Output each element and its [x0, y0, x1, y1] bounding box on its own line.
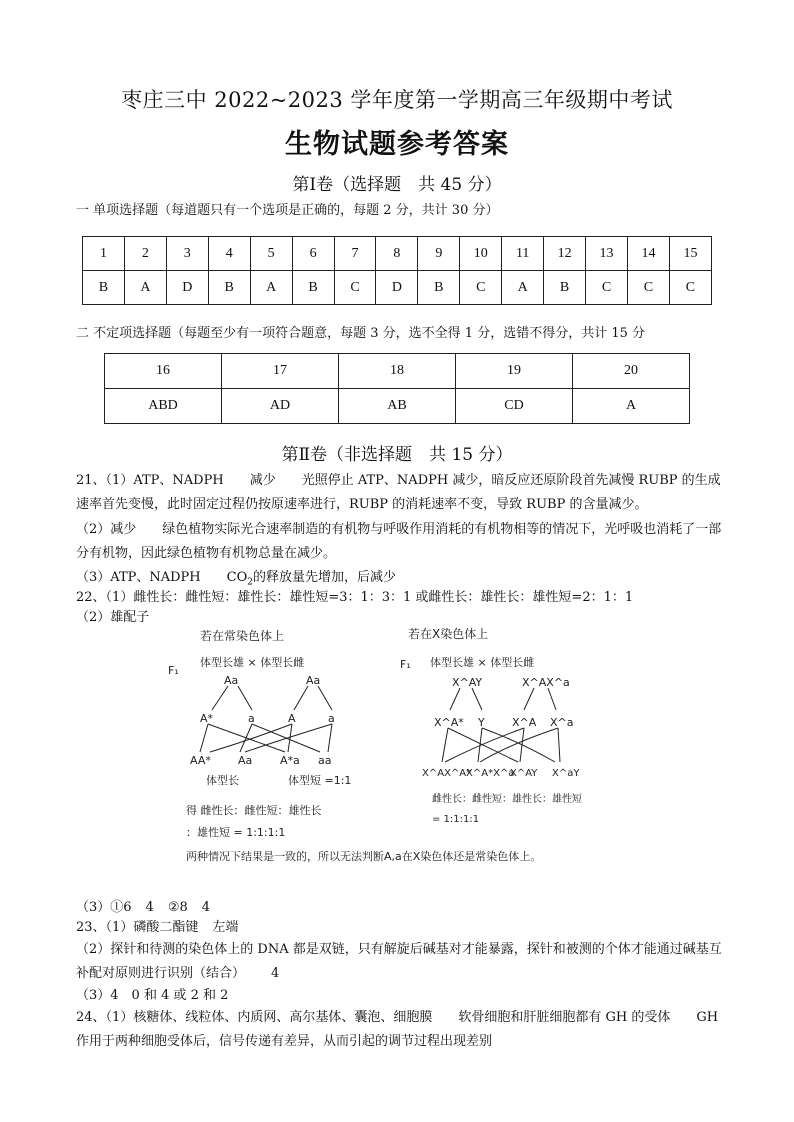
single-answer-3: D — [166, 271, 208, 305]
single-answer-15: C — [669, 271, 711, 305]
q23-p1-answer: 23、（1）磷酸二酯键 — [76, 920, 199, 935]
right-gamete-3: X^A — [512, 716, 537, 729]
right-arrow-3 — [524, 688, 534, 710]
q21-p3-co2: CO — [226, 570, 248, 585]
right-offspring-1: X^AX^A* — [422, 768, 472, 779]
diagram-conclusion: 两种情况下结果是一致的，所以无法判断A,a在X染色体还是常染色体上。 — [186, 850, 542, 863]
single-question-number-5: 5 — [250, 237, 292, 271]
single-answer-5: A — [250, 271, 292, 305]
right-offspring-4: X^aY — [552, 768, 580, 779]
right-panel-title: 若在X染色体上 — [408, 627, 489, 641]
right-result-line-1: 雌性长：雌性短：雄性长：雄性短 — [432, 794, 582, 805]
single-answer-10: C — [460, 271, 502, 305]
right-cross-text: 体型长雄 × 体型长雌 — [430, 656, 535, 669]
q22-p3-a: （3）①6 — [76, 900, 132, 915]
single-answer-11: A — [502, 271, 544, 305]
left-gamete-2: a — [248, 712, 255, 725]
right-result-line-2: = 1:1:1:1 — [432, 814, 480, 825]
single-choice-instruction: 一 单项选择题（每道题只有一个选项是正确的，每题 2 分，共计 30 分） — [76, 203, 499, 218]
single-question-number-2: 2 — [124, 237, 166, 271]
left-arrow-4 — [318, 686, 332, 710]
left-offspring-2: Aa — [238, 754, 253, 767]
left-cross-text: 体型长雄 × 体型长雌 — [200, 656, 305, 669]
single-question-number-9: 9 — [418, 237, 460, 271]
q21-p2-answer: （2）减少 — [76, 522, 137, 537]
right-parent-2: X^AX^a — [522, 676, 570, 689]
right-gamete-1: X^A* — [434, 716, 464, 729]
left-result-line-2: ：雄性短 = 1:1:1:1 — [186, 826, 286, 839]
single-answer-1: B — [83, 271, 125, 305]
right-f1-label: F₁ — [400, 658, 411, 671]
q22-part3 — [76, 898, 210, 918]
q22-part2: （2）雄配子 — [76, 610, 150, 625]
single-answer-9: B — [418, 271, 460, 305]
left-offspring-3: A*a — [280, 754, 300, 767]
q23-part3: （3）4 0 和 4 或 2 和 2 — [76, 988, 229, 1003]
single-question-number-1: 1 — [83, 237, 125, 271]
q23-part1 — [76, 918, 238, 938]
document-title: 生物试题参考答案 — [285, 129, 509, 160]
single-answer-12: B — [544, 271, 586, 305]
right-arrow-1 — [450, 688, 460, 710]
multi-question-number-2: 17 — [222, 354, 339, 389]
left-cross-line-2 — [200, 724, 208, 752]
single-question-number-12: 12 — [544, 237, 586, 271]
single-question-number-14: 14 — [627, 237, 669, 271]
multi-answer-3: AB — [339, 389, 456, 424]
right-arrow-4 — [548, 688, 556, 710]
q22-p3-d: 4 — [201, 900, 211, 915]
single-question-number-7: 7 — [334, 237, 376, 271]
q22-p3-b: 4 — [145, 900, 154, 915]
multi-choice-answer-table — [104, 353, 690, 424]
multi-question-number-3: 18 — [339, 354, 456, 389]
left-f1-label: F₁ — [168, 664, 179, 677]
q21-p3-rest: 的释放量先增加，后减少 — [252, 570, 396, 585]
q23-p2-explanation: （2）探针和待测的染色体上的 DNA 都是双链，只有解旋后碱基对才能暴露，探针和被测的个体才能通过碱基互补配对原则进行识别（结合） — [76, 942, 722, 981]
q21-p2-explanation: 绿色植物实际光合速率制造的有机物与呼吸作用消耗的有机物相等的情况下，光呼吸也消耗了一部分有机物，因此绿色植物有机物总量在减少。 — [76, 522, 722, 561]
q21-p3-answer: （3）ATP、NADPH — [76, 570, 201, 585]
single-question-number-11: 11 — [502, 237, 544, 271]
right-cross-line-5 — [558, 728, 560, 762]
right-offspring-3: X^AY — [510, 768, 538, 779]
answer-row — [105, 389, 690, 424]
left-result-line-1: 得 雌性长：雌性短：雄性长 — [186, 804, 322, 817]
q23-part2 — [76, 938, 724, 986]
q21-p1-explanation: 光照停止 ATP、NADPH 减少，暗反应还原阶段首先减慢 RUBP 的生成速率首先变慢，此时固定过程仍按原速率进行，RUBP 的消耗速率不变，导致 RUBP 的含量减少。 — [76, 473, 721, 512]
single-question-number-6: 6 — [292, 237, 334, 271]
q21-part2 — [76, 518, 724, 566]
right-offspring-2: X^A*X^a — [466, 768, 515, 779]
multi-question-number-5: 20 — [573, 354, 690, 389]
q22-part1: 22、（1）雌性长：雌性短：雄性长：雄性短=3：1：3：1 或雌性长：雄性长：雄性短=2：1：1 — [76, 590, 634, 605]
left-cross-curve-1 — [210, 724, 292, 752]
right-parent-1: X^AY — [452, 676, 483, 689]
question-number-row — [83, 237, 712, 271]
right-gamete-4: X^a — [550, 716, 574, 729]
single-choice-answer-table — [82, 236, 712, 305]
left-panel-title: 若在常染色体上 — [200, 629, 285, 643]
left-phenotype-short: 体型短 =1:1 — [288, 774, 352, 787]
left-offspring-1: AA* — [190, 754, 211, 767]
q22-p3-c: ②8 — [167, 900, 188, 915]
single-question-number-4: 4 — [208, 237, 250, 271]
left-parent-2: Aa — [306, 674, 321, 687]
genetic-cross-diagram — [160, 622, 650, 872]
multi-answer-4: CD — [456, 389, 573, 424]
q24-p1-signal: GH 作用于两种细胞受体后，信号传递有差异，从而引起的调节过程出现差别 — [76, 1010, 719, 1049]
q23-p1-end: 左端 — [212, 920, 239, 935]
part1-heading: 第Ⅰ卷（选择题 共 45 分） — [292, 175, 502, 195]
q23-p2-number: 4 — [271, 966, 280, 981]
left-gamete-4: a — [328, 712, 335, 725]
q21-p1-change: 减少 — [249, 473, 276, 488]
exam-title: 枣庄三中 2022~2023 学年度第一学期高三年级期中考试 — [121, 88, 673, 112]
left-arrow-3 — [294, 686, 308, 710]
right-cross-line-2 — [448, 728, 518, 762]
left-gamete-3: A — [288, 712, 296, 725]
q21-p1-answer: 21、（1）ATP、NADPH — [76, 473, 224, 488]
left-phenotype-long: 体型长 — [206, 774, 239, 787]
right-gamete-2: Y — [478, 716, 485, 729]
left-cross-line-6 — [328, 724, 332, 752]
question-number-row — [105, 354, 690, 389]
part2-heading: 第Ⅱ卷（非选择题 共 15 分） — [281, 445, 513, 465]
left-cross-line-4 — [240, 724, 252, 752]
multi-choice-instruction: 二 不定项选择题（每题至少有一项符合题意，每题 3 分，选不全得 1 分，选错不得分，共计 15 分 — [76, 326, 646, 341]
left-gamete-1: A* — [200, 712, 214, 725]
multi-question-number-1: 16 — [105, 354, 222, 389]
multi-answer-1: ABD — [105, 389, 222, 424]
single-answer-2: A — [124, 271, 166, 305]
left-arrow-2 — [238, 686, 252, 710]
answer-row — [83, 271, 712, 305]
q21-part1 — [76, 469, 724, 517]
left-arrow-1 — [212, 686, 228, 710]
q24-p1-organelles: 24、（1）核糖体、线粒体、内质网、高尔基体、囊泡、细胞膜 — [76, 1010, 433, 1025]
single-answer-14: C — [627, 271, 669, 305]
left-offspring-4: aa — [318, 754, 332, 767]
single-answer-8: D — [376, 271, 418, 305]
single-question-number-3: 3 — [166, 237, 208, 271]
q21-p3-subscript: 2 — [247, 577, 253, 588]
single-question-number-8: 8 — [376, 237, 418, 271]
single-question-number-15: 15 — [669, 237, 711, 271]
q24-p1-receptor: 软骨细胞和肝脏细胞都有 GH 的受体 — [458, 1010, 671, 1025]
multi-answer-5: A — [573, 389, 690, 424]
single-answer-4: B — [208, 271, 250, 305]
single-answer-13: C — [586, 271, 628, 305]
single-answer-6: B — [292, 271, 334, 305]
multi-answer-2: AD — [222, 389, 339, 424]
left-parent-1: Aa — [224, 674, 239, 687]
q24-part1 — [76, 1006, 724, 1054]
multi-question-number-4: 19 — [456, 354, 573, 389]
single-question-number-13: 13 — [586, 237, 628, 271]
right-cross-line-1 — [442, 728, 448, 762]
single-question-number-10: 10 — [460, 237, 502, 271]
single-answer-7: C — [334, 271, 376, 305]
right-arrow-2 — [472, 688, 482, 710]
